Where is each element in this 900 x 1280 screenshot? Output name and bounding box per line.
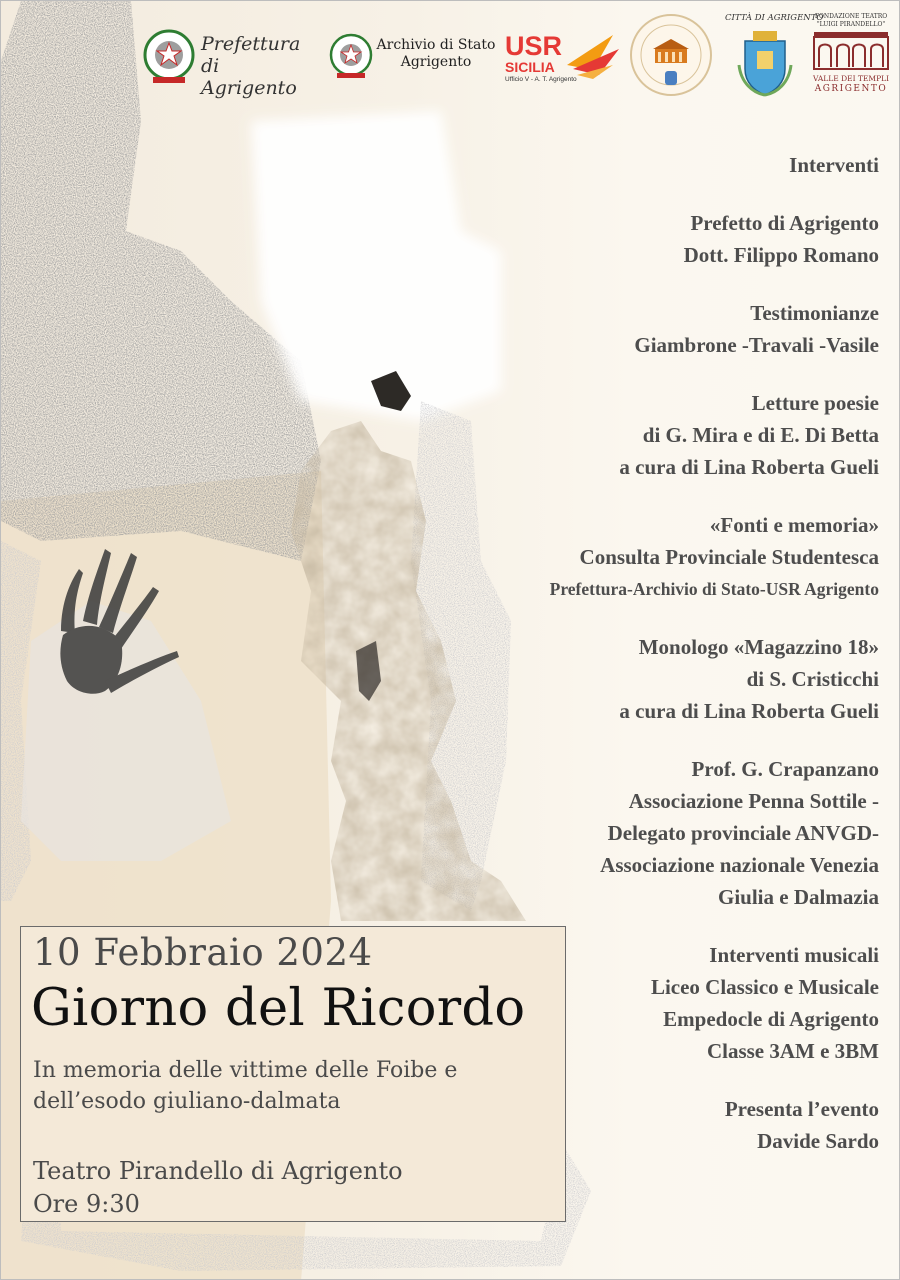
program-item	[459, 509, 879, 605]
program-item	[459, 297, 879, 361]
program-line: Classe 3AM e 3BM	[706, 1039, 879, 1063]
program-item	[459, 207, 879, 271]
program-line: «Fonti e memoria»	[709, 513, 879, 537]
event-subtitle-line-1: In memoria delle vittime delle Foibe e	[33, 1058, 458, 1083]
program-line: di G. Mira e di E. Di Betta	[642, 423, 879, 447]
usr-sicilia-logo	[505, 25, 623, 91]
citta-logo-text: CITTÀ DI AGRIGENTO	[725, 13, 824, 23]
program-line: Interventi	[789, 153, 879, 177]
event-time: Ore 9:30	[33, 1190, 140, 1218]
program-line: Consulta Provinciale Studentesca	[579, 545, 879, 569]
program-line: a cura di Lina Roberta Gueli	[619, 699, 879, 723]
prefettura-logo-text: Prefettura di Agrigento	[201, 33, 301, 99]
event-title: Giorno del Ricordo	[31, 979, 526, 1038]
usr-main-text: USR	[505, 31, 563, 61]
program-line: Davide Sardo	[757, 1129, 879, 1153]
program-item	[459, 387, 879, 483]
event-venue-name: Teatro Pirandello di Agrigento	[33, 1157, 403, 1185]
program-line: Empedocle di Agrigento	[663, 1007, 879, 1031]
program-line: Associazione Penna Sottile -	[628, 789, 879, 813]
program-item	[459, 149, 879, 181]
archivio-line-2: Agrigento	[400, 54, 472, 70]
program-line: Monologo «Magazzino 18»	[638, 635, 879, 659]
archivio-emblem-icon	[327, 11, 375, 99]
program-line: Liceo Classico e Musicale	[650, 975, 879, 999]
teatro-logo-top-text	[809, 13, 893, 28]
event-title-box	[20, 926, 566, 1222]
teatro-logo-bottom-text	[809, 74, 893, 95]
teatro-line-1: FONDAZIONE TEATRO	[814, 13, 888, 20]
event-venue	[33, 1155, 403, 1221]
event-subtitle	[33, 1055, 457, 1117]
usr-sub-text: SICILIA	[505, 59, 555, 75]
program-line: Prefetto di Agrigento	[690, 211, 879, 235]
program-line: Testimonianze	[750, 301, 879, 325]
theater-facade-icon	[813, 31, 889, 71]
event-date: 10 Febbraio 2024	[33, 931, 373, 974]
city-coat-of-arms-icon	[735, 25, 795, 97]
program-line: Letture poesie	[751, 391, 879, 415]
teatro-line-3: VALLE DEI TEMPLI	[812, 74, 890, 83]
program-line: Interventi musicali	[709, 943, 879, 967]
teatro-line-4: AGRIGENTO	[814, 84, 888, 94]
usr-office-text: Ufficio V - A. T. Agrigento	[505, 76, 577, 83]
citta-agrigento-logo	[725, 11, 824, 99]
program-line: a cura di Lina Roberta Gueli	[619, 455, 879, 479]
program-line: Presenta l’evento	[724, 1097, 879, 1121]
event-subtitle-line-2: dell’esodo giuliano-dalmata	[33, 1089, 341, 1114]
teatro-pirandello-logo	[809, 11, 893, 99]
program-line: di S. Cristicchi	[746, 667, 879, 691]
consulta-provinciale-logo-icon	[627, 11, 715, 99]
program-line: Prof. G. Crapanzano	[691, 757, 879, 781]
program-line: Prefettura-Archivio di Stato-USR Agrigento	[549, 579, 879, 599]
program-line: Associazione nazionale Venezia	[600, 853, 879, 877]
program-line: Delegato provinciale ANVGD-	[607, 821, 879, 845]
program-line: Giulia e Dalmazia	[718, 885, 879, 909]
teatro-line-2: "LUIGI PIRANDELLO"	[816, 20, 886, 28]
logo-bar	[133, 11, 893, 99]
archivio-logo-text	[376, 37, 496, 71]
program-item	[459, 753, 879, 913]
program-line: Dott. Filippo Romano	[683, 243, 879, 267]
italian-republic-emblem-icon	[139, 11, 199, 99]
usr-sun-icon	[563, 25, 621, 83]
archivio-line-1: Archivio di Stato	[376, 37, 496, 53]
program-line: Giambrone -Travali -Vasile	[634, 333, 879, 357]
program-item	[459, 631, 879, 727]
